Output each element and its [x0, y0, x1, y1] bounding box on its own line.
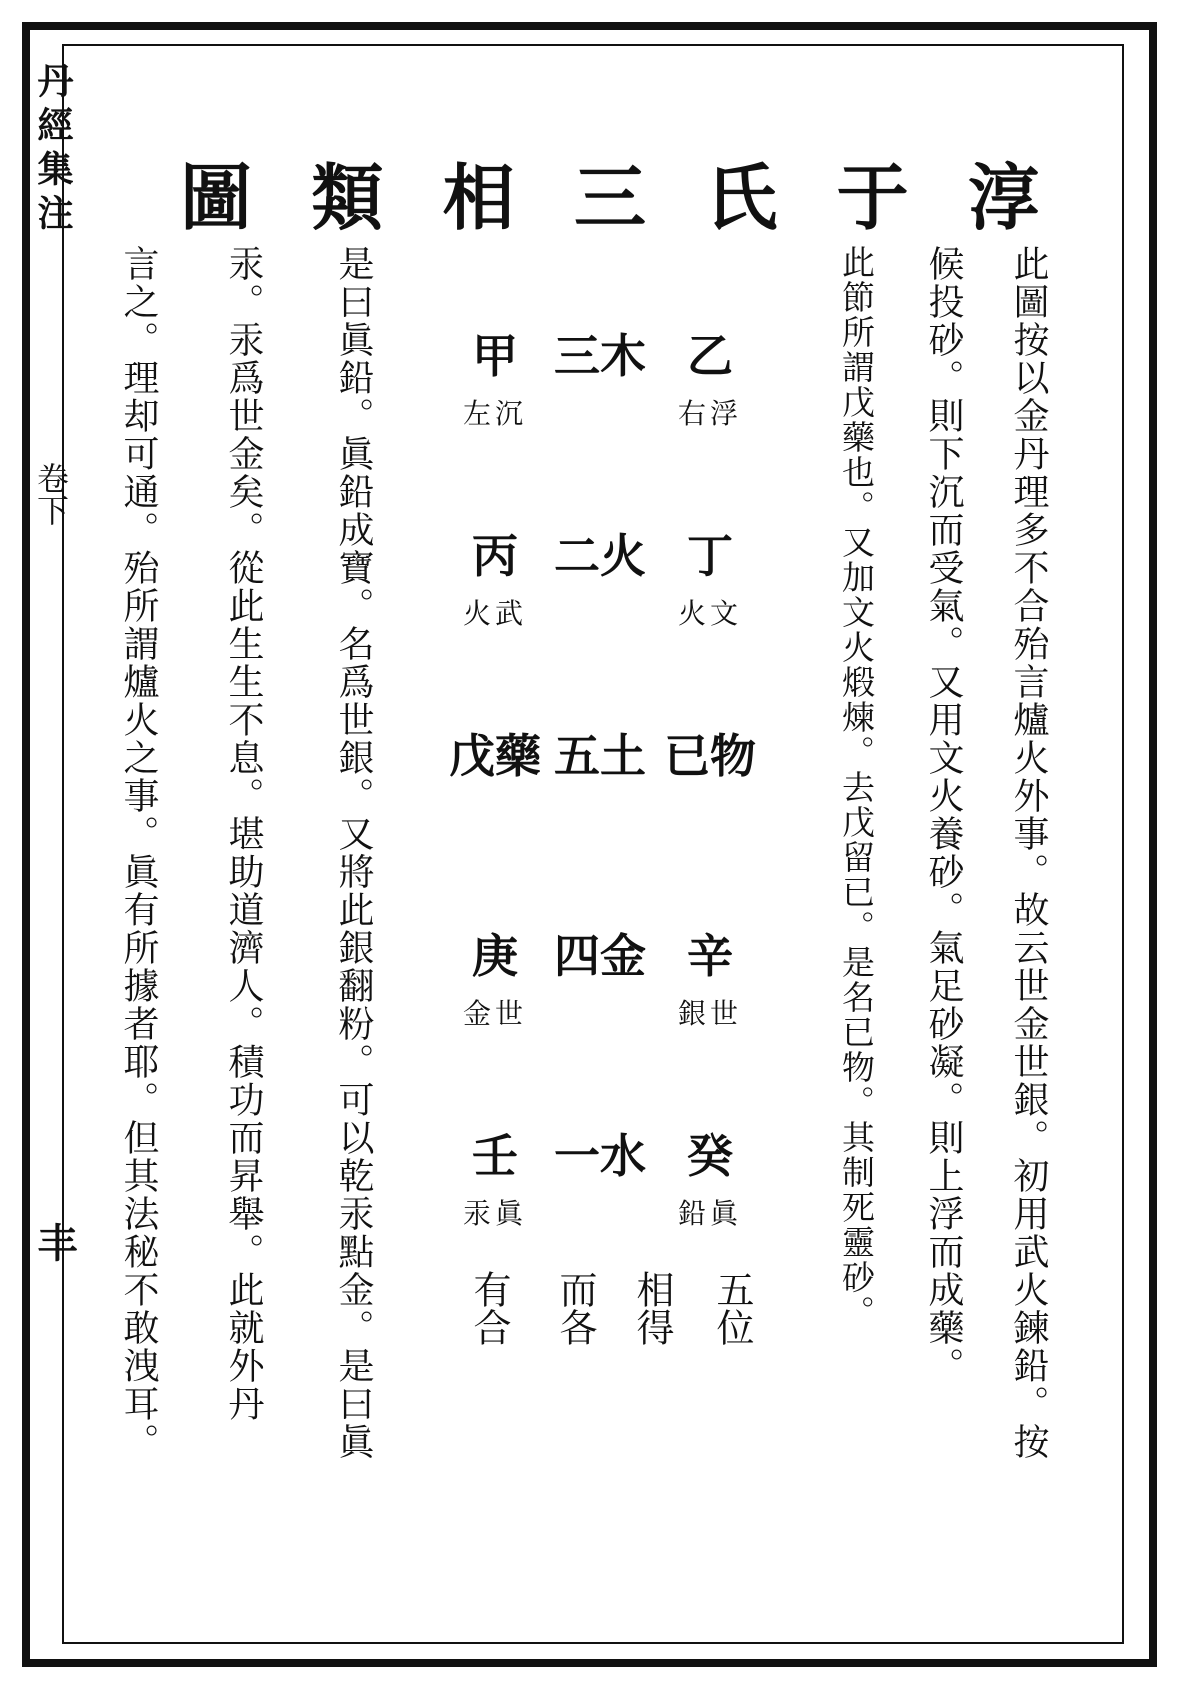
- diagram-cell: 庚 金世: [462, 929, 527, 1030]
- diagram-column-right: [655, 320, 765, 1400]
- diagram-cell: 丙 火武: [462, 529, 527, 630]
- text-column-4: 是曰眞鉛。眞鉛成寶。名爲世銀。又將此銀翻粉。可以乾汞點金。是曰眞: [333, 245, 374, 1461]
- diagram-column-left: [440, 320, 550, 1400]
- spine-mark: 丰: [31, 1222, 78, 1262]
- diagram-cell: 五土: [554, 729, 646, 783]
- diagram-cell: 四金: [554, 929, 646, 983]
- spine-title: 丹經集注: [32, 62, 74, 238]
- text-column-3: 此節所謂戊藥也。又加文火煅煉。去戊留已。是名已物。其制死靈砂。: [837, 245, 876, 1330]
- diagram-cell: 丁 火文: [677, 529, 742, 630]
- title-char: 類: [311, 155, 384, 240]
- diagram-cell: 三木: [554, 329, 646, 383]
- book-spine: [22, 22, 78, 1667]
- diagram-cell: 戊藥: [449, 729, 541, 783]
- diagram-note: 有合: [467, 1270, 511, 1346]
- diagram-cell: 癸 鉛眞: [677, 1129, 742, 1230]
- diagram-cell: 一水: [554, 1129, 646, 1183]
- text-column-2: 候投砂。則下沉而受氣。又用文火養砂。氣足砂凝。則上浮而成藥。: [923, 245, 964, 1385]
- diagram-cell: 已物: [664, 729, 756, 783]
- title-char: 三: [573, 155, 646, 240]
- diagram-note: 五位: [710, 1270, 754, 1346]
- diagram-cell: 乙 右浮: [677, 329, 742, 430]
- title-char: 氏: [705, 155, 778, 240]
- diagram-cell: 二火: [554, 529, 646, 583]
- title-char: 相: [442, 155, 515, 240]
- title-char: 于: [836, 155, 909, 240]
- title-char: 淳: [967, 155, 1040, 240]
- diagram-cell: 甲 左沉: [462, 329, 527, 430]
- text-column-6: 言之。理却可通。殆所謂爐火之事。眞有所據者耶。但其法秘不敢洩耳。: [118, 245, 159, 1461]
- diagram-note: 相得: [630, 1270, 674, 1346]
- page-title: [180, 140, 1040, 244]
- diagram-note: 而各: [553, 1270, 597, 1346]
- spine-volume: 卷下: [32, 462, 70, 526]
- diagram-cell: 辛 銀世: [677, 929, 742, 1030]
- title-char: 圖: [180, 155, 253, 240]
- text-column-1: 此圖按以金丹理多不合殆言爐火外事。故云世金世銀。初用武火鍊鉛。按: [1008, 245, 1049, 1461]
- text-column-5: 汞。汞爲世金矣。從此生生不息。堪助道濟人。積功而昇舉。此就外丹: [223, 245, 264, 1423]
- diagram-cell: 壬 汞眞: [462, 1129, 527, 1230]
- diagram-column-middle: [545, 320, 655, 1400]
